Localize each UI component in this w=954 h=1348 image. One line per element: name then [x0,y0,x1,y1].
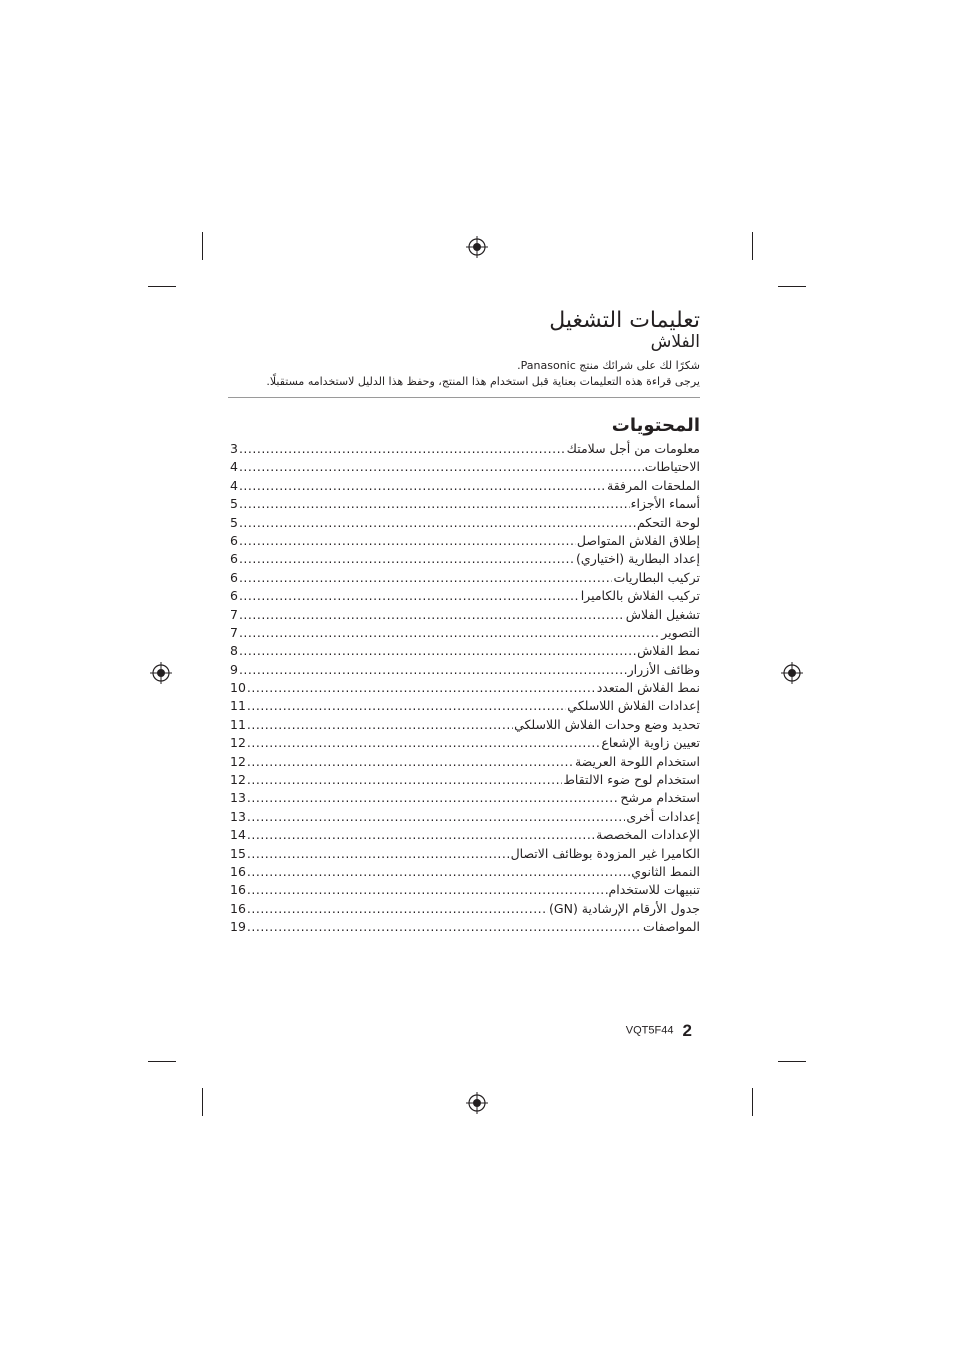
toc-entry[interactable] [230,845,700,863]
toc-leader-dots [247,918,642,936]
document-subtitle: الفلاش [650,332,700,352]
toc-leader-dots [247,789,619,807]
model-code: VQT5F44 [625,1024,674,1037]
toc-leader-dots [239,642,636,660]
toc-entry[interactable] [230,697,700,715]
toc-leader-dots [239,440,566,458]
toc-entry[interactable] [230,753,700,771]
registration-mark-icon [781,662,803,684]
toc-entry-page: 11 [230,716,246,732]
toc-leader-dots [239,532,576,550]
registration-mark-icon [150,662,172,684]
toc-leader-dots [239,661,627,679]
toc-leader-dots [239,587,580,605]
toc-entry-label: استخدام اللوحة العريضة [574,753,700,769]
toc-entry-label: أسماء الأجزاء [630,496,700,512]
page-number: 2 [682,1020,692,1040]
toc-leader-dots [239,477,606,495]
toc-entry-label: إطلاق الفلاش المتواصل [576,532,700,548]
toc-entry-page: 19 [230,919,246,935]
toc-entry-label: إعدادات الفلاش اللاسلكي [567,698,700,714]
toc-entry-page: 13 [230,808,246,824]
toc-entry[interactable] [230,458,700,476]
toc-entry-page: 7 [230,606,238,622]
toc-entry-page: 16 [230,900,246,916]
toc-entry-page: 10 [230,680,246,696]
toc-entry[interactable] [230,716,700,734]
toc-leader-dots [247,881,608,899]
intro-paragraph [228,358,700,390]
toc-entry-page: 6 [230,532,238,548]
toc-entry[interactable] [230,514,700,532]
crop-mark-bottom-left-horizontal [148,1061,176,1062]
toc-entry[interactable] [230,808,700,826]
toc-entry-page: 12 [230,753,246,769]
toc-entry-label: تحديد وضع وحدات الفلاش اللاسلكي [514,716,700,732]
toc-entry[interactable] [230,550,700,568]
toc-entry[interactable] [230,661,700,679]
toc-entry-label: جدول الأرقام الإرشادية (GN) [549,900,700,916]
toc-entry-page: 6 [230,569,238,585]
toc-entry-label: تعيين زاوية الإشعاع [601,735,700,751]
toc-leader-dots [239,514,636,532]
crop-mark-top-left-horizontal [148,286,176,287]
toc-entry-page: 14 [230,827,246,843]
toc-entry-label: الاحتياطات [644,459,700,475]
crop-mark-top-right-vertical [752,232,753,260]
toc-entry[interactable] [230,532,700,550]
toc-leader-dots [247,734,600,752]
toc-entry[interactable] [230,734,700,752]
toc-entry-page: 16 [230,863,246,879]
toc-leader-dots [239,606,625,624]
toc-entry-page: 5 [230,514,238,530]
toc-entry-label: الكاميرا غير المزودة بوظائف الاتصال [510,845,700,861]
toc-entry-label: نمط الفلاش المتعدد [596,680,700,696]
toc-entry[interactable] [230,440,700,458]
toc-entry-label: إعدادات أخرى [626,808,700,824]
toc-leader-dots [239,550,575,568]
toc-leader-dots [247,771,562,789]
divider [228,397,700,398]
toc-leader-dots [239,624,660,642]
toc-leader-dots [247,716,513,734]
toc-leader-dots [247,808,625,826]
toc-leader-dots [239,458,644,476]
toc-entry-label: الملحقات المرفقة [607,477,700,493]
registration-mark-icon [466,236,488,258]
toc-leader-dots [247,826,595,844]
toc-heading: المحتويات [611,415,700,436]
toc-entry[interactable] [230,863,700,881]
toc-entry-label: إعداد البطارية (اختياري) [576,551,700,567]
crop-mark-top-left-vertical [202,232,203,260]
toc-entry[interactable] [230,900,700,918]
toc-entry[interactable] [230,642,700,660]
document-title: تعليمات التشغيل [549,308,700,333]
toc-leader-dots [247,845,510,863]
toc-entry-label: استخدام مرشح [620,790,700,806]
toc-entry-page: 13 [230,790,246,806]
toc-entry[interactable] [230,881,700,899]
toc-leader-dots [239,495,630,513]
toc-leader-dots [247,697,566,715]
toc-leader-dots [247,863,630,881]
toc-entry-label: النمط الثانوي [631,863,700,879]
toc-entry[interactable] [230,624,700,642]
toc-entry-label: تركيب الفلاش بالكاميرا [580,588,700,604]
crop-mark-bottom-left-vertical [202,1088,203,1116]
toc-list [230,440,700,937]
toc-leader-dots [239,569,612,587]
toc-entry-page: 9 [230,661,238,677]
toc-entry-page: 12 [230,735,246,751]
crop-mark-bottom-right-horizontal [778,1061,806,1062]
toc-leader-dots [247,753,574,771]
toc-entry[interactable] [230,495,700,513]
toc-entry-label: تنبيهات للاستخدام [608,882,700,898]
toc-entry[interactable] [230,606,700,624]
toc-entry-page: 8 [230,643,238,659]
toc-entry-label: المواصفات [643,919,700,935]
toc-entry[interactable] [230,789,700,807]
page-footer [560,1020,692,1041]
toc-entry-page: 16 [230,882,246,898]
toc-entry-page: 4 [230,477,238,493]
toc-entry[interactable] [230,569,700,587]
toc-entry-label: لوحة التحكم [636,514,700,530]
toc-entry-page: 5 [230,496,238,512]
toc-entry[interactable] [230,679,700,697]
toc-entry[interactable] [230,826,700,844]
crop-mark-bottom-right-vertical [752,1088,753,1116]
toc-entry-label: معلومات من أجل سلامتك [566,441,700,456]
toc-entry-page: 7 [230,624,238,640]
toc-entry[interactable] [230,587,700,605]
toc-entry-label: تشغيل الفلاش [625,606,700,622]
toc-entry-label: تركيب البطاريات [613,569,700,585]
toc-entry-page: 6 [230,588,238,604]
toc-leader-dots [247,679,596,697]
toc-entry[interactable] [230,918,700,936]
toc-leader-dots [247,900,548,918]
crop-mark-top-right-horizontal [778,286,806,287]
toc-entry-label: الإعدادات المخصصة [596,827,700,843]
toc-entry-label: وظائف الأزرار [627,661,700,677]
toc-entry-page: 15 [230,845,246,861]
toc-entry-page: 12 [230,772,246,788]
intro-line: شكرًا لك على شرائك منتج Panasonic. [517,359,700,372]
toc-entry-label: نمط الفلاش [637,643,700,659]
toc-entry-label: التصوير [661,624,700,640]
intro-line: يرجى قراءة هذه التعليمات بعناية قبل استخدام هذا المنتج، وحفظ هذا الدليل لاستخدامه مستقبلًا. [266,375,700,388]
toc-entry-page: 3 [230,441,238,456]
toc-entry[interactable] [230,477,700,495]
toc-entry-page: 6 [230,551,238,567]
registration-mark-icon [466,1092,488,1114]
toc-entry-page: 11 [230,698,246,714]
toc-entry[interactable] [230,771,700,789]
toc-entry-page: 4 [230,459,238,475]
toc-entry-label: استخدام لوح ضوء الالتقاط [563,772,700,788]
